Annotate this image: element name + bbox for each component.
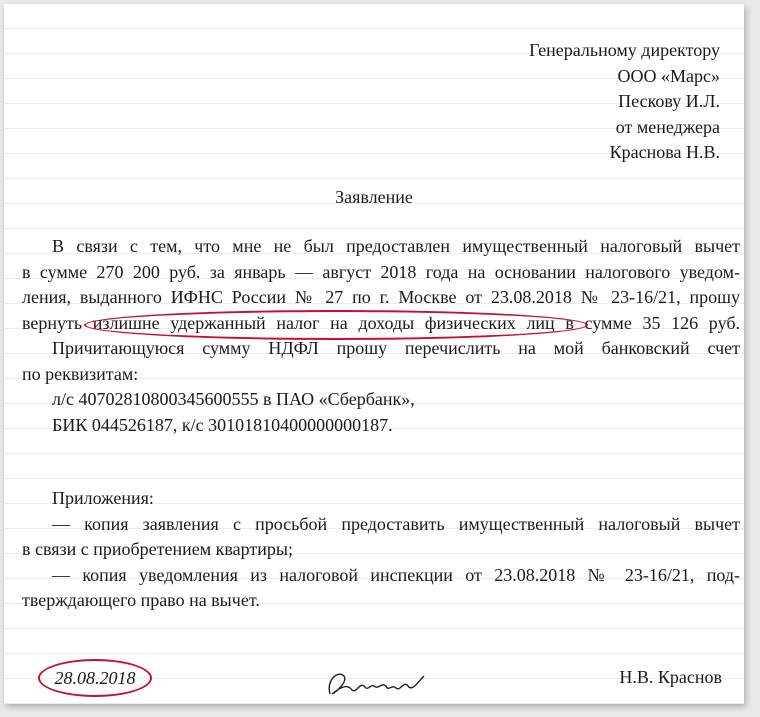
date-stamp: 28.08.2018	[38, 659, 152, 697]
text-line: Причитающуюся сумму НДФЛ прошу перечислить на мой банковский счет	[52, 338, 740, 358]
attachment-item: — копия заявления с просьбой предоставить имущественный налоговый вычет	[52, 513, 740, 534]
highlight-oval	[84, 310, 588, 340]
addressee-line: Пескову И.Л.	[618, 91, 720, 111]
attachment-item: в связи с приобретением квартиры;	[22, 539, 294, 559]
attachments-heading: Приложения:	[52, 488, 154, 508]
addressee-line: Генеральному директору	[529, 40, 720, 60]
attachment-item: тверждающего право на вычет.	[22, 590, 260, 610]
text-line: в сумме 270 200 руб. за январь — август 2018 года на основании налогового уведом-	[22, 261, 740, 282]
attachment-item: — копия уведомления из налоговой инспекции от 23.08.2018 № 23-16/21, под-	[52, 564, 740, 585]
text-line: по реквизитам:	[22, 363, 139, 384]
addressee-line: ООО «Марс»	[617, 65, 720, 86]
text-line: ления, выданного ИФНС России № 27 по г. Москве от 23.08.2018 № 23-16/21, прошу	[22, 287, 740, 307]
addressee-line: от менеджера	[615, 116, 720, 137]
addressee-line: Краснова Н.В.	[609, 142, 720, 162]
text-line: вернуть излишне удержанный налог на доходы физических лиц в сумме 35 126 руб.	[22, 312, 740, 333]
attachments-block	[22, 486, 740, 614]
signature-icon	[322, 664, 432, 704]
document-title: Заявление	[335, 187, 413, 207]
document-sheet	[4, 4, 744, 704]
signer-name: Н.В. Краснов	[619, 667, 722, 687]
addressee-block	[529, 38, 720, 166]
text-line: В связи с тем, что мне не был предоставлен имущественный налоговый вычет	[52, 236, 740, 256]
bank-account: л/с 40702810800345600555 в ПАО «Сбербанк»,	[52, 389, 415, 409]
bank-bik: БИК 044526187, к/с 30101810400000000187.	[52, 414, 393, 435]
